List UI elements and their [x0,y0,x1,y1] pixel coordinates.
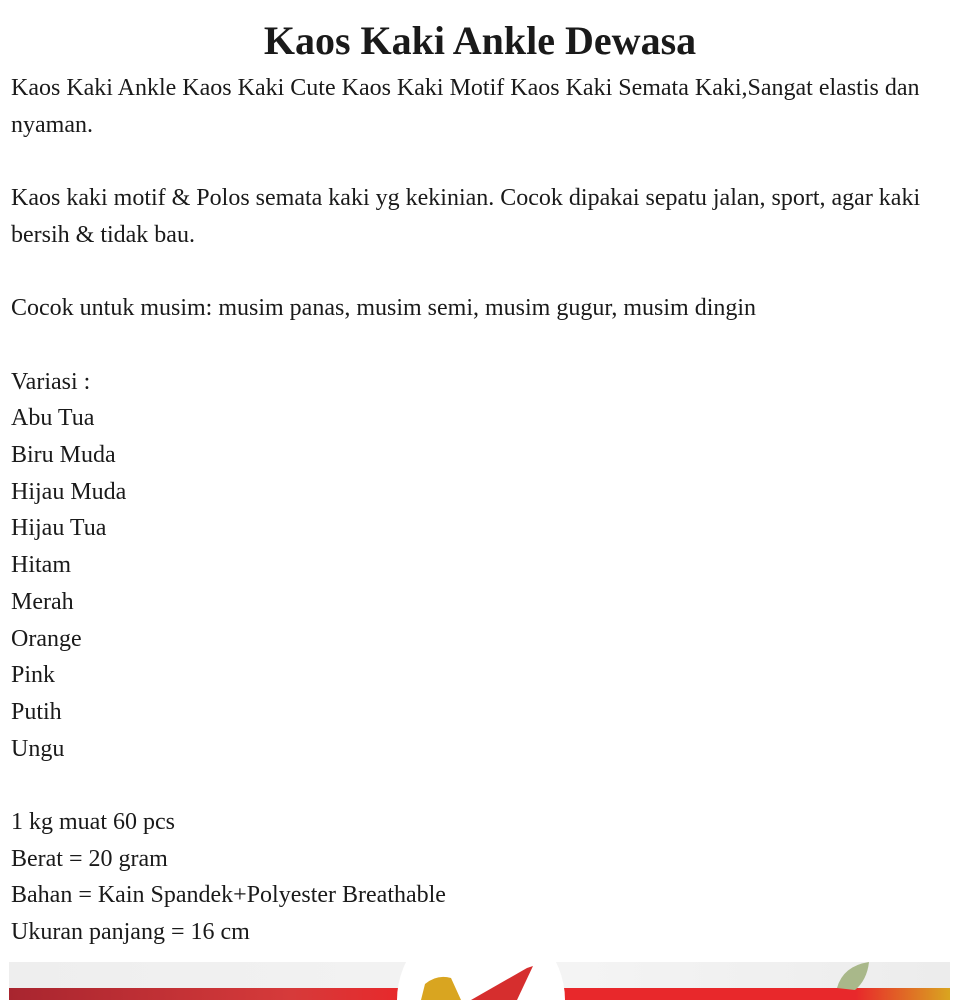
variant-item: Merah [11,588,74,615]
spec-item: Ukuran panjang = 16 cm [11,919,250,946]
description-usage: Kaos kaki motif & Polos semata kaki yg kekinian. Cocok dipakai sepatu jalan, sport, agar kaki bersih & tidak bau. [11,185,921,248]
paragraph-gap [11,327,946,364]
spec-item: Bahan = Kain Spandek+Polyester Breathable [11,882,446,909]
variants-list [11,400,946,767]
product-description [11,70,946,951]
banner-graphic [9,962,950,1000]
variant-item: Abu Tua [11,405,95,432]
specs-list [11,804,946,951]
variant-item: Hijau Tua [11,515,107,542]
variants-label: Variasi : [11,368,91,395]
spec-item: 1 kg muat 60 pcs [11,809,175,835]
product-banner-image [9,962,950,1000]
description-season: Cocok untuk musim: musim panas, musim semi, musim gugur, musim dingin [11,295,757,322]
variant-item: Ungu [11,735,65,762]
variant-item: Putih [11,698,62,725]
variant-item: Biru Muda [11,441,116,468]
variant-item: Orange [11,625,82,652]
paragraph-gap [11,143,946,180]
variant-item: Hitam [11,552,71,579]
description-intro: Kaos Kaki Ankle Kaos Kaki Cute Kaos Kaki Motif Kaos Kaki Semata Kaki,Sangat elastis dan nyaman. [11,75,920,138]
variant-item: Pink [11,662,56,689]
paragraph-gap [11,254,946,291]
spec-item: Berat = 20 gram [11,845,168,872]
page-title: Kaos Kaki Ankle Dewasa [263,18,697,63]
paragraph-gap [11,767,946,804]
banner-leaf-icon [837,962,869,990]
variant-item: Hijau Muda [11,478,127,505]
